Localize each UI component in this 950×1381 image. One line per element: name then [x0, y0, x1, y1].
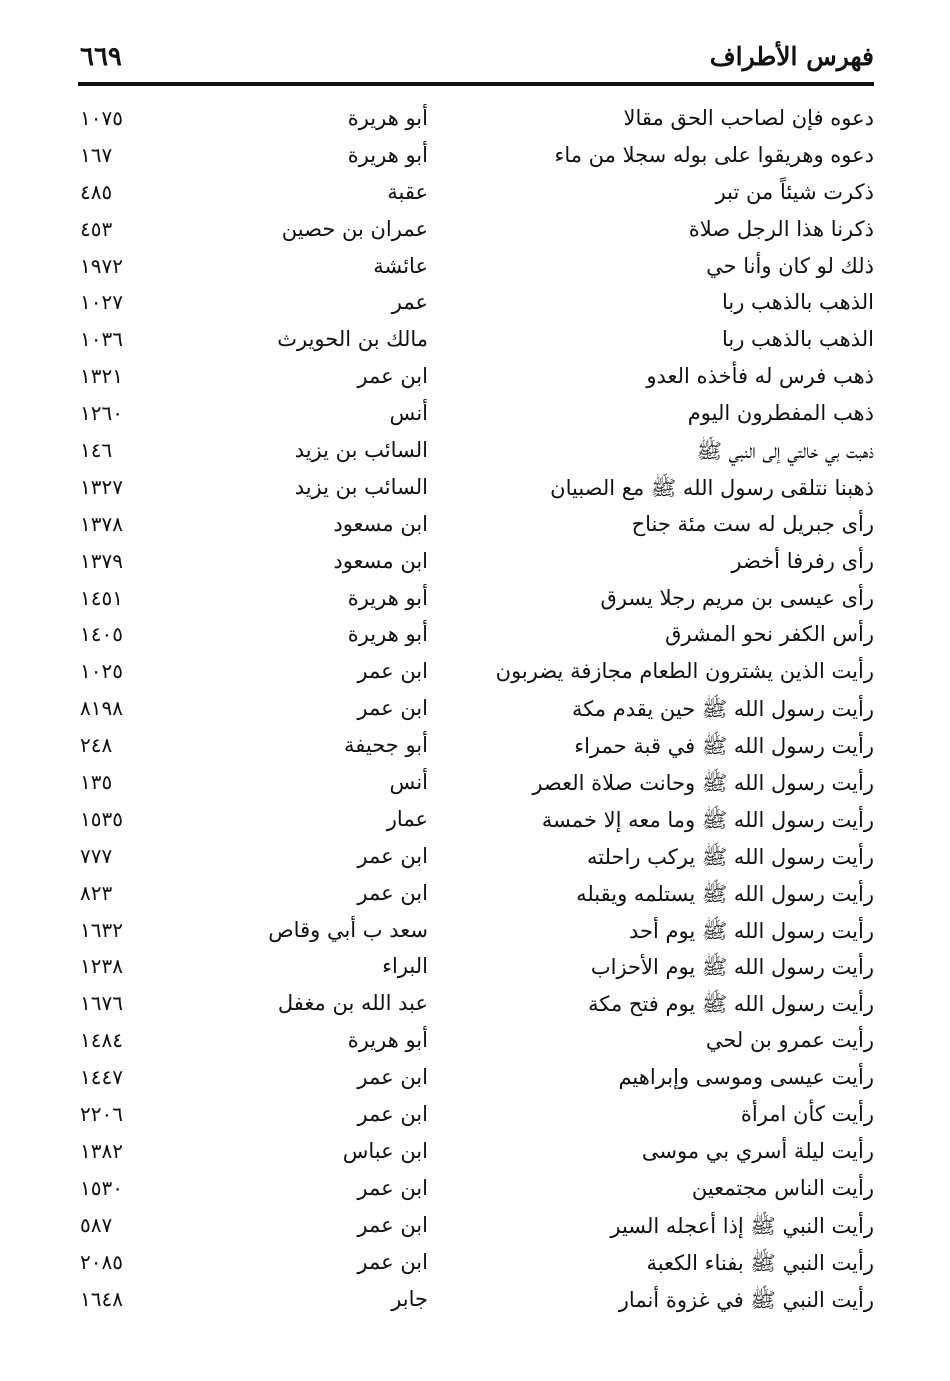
entry-row — [78, 582, 874, 619]
entry-row — [78, 176, 874, 213]
hadith-number: ٧٧٧ — [80, 843, 113, 868]
hadith-number: ١٠٢٥ — [80, 659, 123, 684]
entry-row — [78, 914, 874, 951]
entry-row — [78, 877, 874, 914]
hadith-text: رأيت النبي ﷺ في غزوة أنمار — [618, 1287, 874, 1312]
hadith-number: ١٠٢٧ — [80, 290, 123, 315]
hadith-text: رأيت النبي ﷺ بفناء الكعبة — [646, 1250, 874, 1275]
entry-row — [78, 1061, 874, 1098]
hadith-text: ذهب المفطرون اليوم — [687, 401, 874, 426]
hadith-number: ١٠٣٦ — [80, 327, 123, 352]
narrator: عائشة — [373, 253, 428, 278]
hadith-text: رأيت رسول الله ﷺ وحانت صلاة العصر — [532, 771, 874, 796]
hadith-text: ذلك لو كان وأنا حي — [706, 253, 874, 278]
narrator: البراء — [382, 954, 428, 979]
narrator: ابن عمر — [357, 364, 428, 389]
hadith-text: رأيت كأن امرأة — [740, 1102, 874, 1127]
hadith-number: ١٢٣٨ — [80, 954, 123, 979]
narrator: ابن عمر — [357, 843, 428, 868]
entry-row — [78, 729, 874, 766]
hadith-text: رأيت النبي ﷺ إذا أعجله السير — [610, 1213, 874, 1238]
hadith-number: ١٤٨٤ — [80, 1028, 123, 1053]
entry-row — [78, 545, 874, 582]
narrator: سعد ب أبي وقاص — [268, 917, 428, 942]
hadith-text: رأيت رسول الله ﷺ يوم الأحزاب — [590, 955, 874, 980]
page-number: ٦٦٩ — [80, 42, 122, 72]
hadith-number: ١٦٣٢ — [80, 917, 123, 942]
page-header — [78, 40, 874, 84]
hadith-text: رأيت رسول الله ﷺ في قبة حمراء — [574, 734, 874, 759]
narrator: ابن عمر — [357, 1175, 428, 1200]
hadith-number: ٢٢٠٦ — [80, 1102, 123, 1127]
hadith-number: ١٦٧٦ — [80, 991, 123, 1016]
entry-row — [78, 655, 874, 692]
entry-row — [78, 1024, 874, 1061]
entry-row — [78, 323, 874, 360]
hadith-text: ذهبنا نتلقى رسول الله ﷺ مع الصبيان — [550, 475, 874, 500]
hadith-number: ١٤٠٥ — [80, 622, 123, 647]
hadith-text: رأيت الناس مجتمعين — [691, 1175, 874, 1200]
hadith-text: رأيت رسول الله ﷺ يوم فتح مكة — [588, 992, 874, 1017]
narrator: ابن عمر — [357, 880, 428, 905]
entry-row — [78, 213, 874, 250]
index-entries — [78, 102, 874, 1319]
hadith-number: ١٦٤٨ — [80, 1286, 123, 1311]
entry-row — [78, 1246, 874, 1283]
entry-row — [78, 397, 874, 434]
narrator: ابن مسعود — [333, 548, 428, 573]
narrator: ابن عمر — [357, 1102, 428, 1127]
entry-row — [78, 434, 874, 471]
entry-row — [78, 1283, 874, 1320]
hadith-text: ذكرت شيئاً من تبر — [715, 179, 874, 204]
entry-row — [78, 840, 874, 877]
hadith-number: ١٤٤٧ — [80, 1065, 123, 1090]
hadith-text: رأيت رسول الله ﷺ يركب راحلته — [586, 844, 874, 869]
hadith-number: ٨٢٣ — [80, 880, 113, 905]
hadith-text: دعوه وهريقوا على بوله سجلا من ماء — [554, 142, 874, 167]
narrator: مالك بن الحويرث — [277, 327, 428, 352]
narrator: أبو هريرة — [347, 622, 428, 647]
hadith-number: ١٣٢٧ — [80, 474, 123, 499]
hadith-text: رأيت رسول الله ﷺ حين يقدم مكة — [571, 697, 874, 722]
hadith-number: ١٥٣٥ — [80, 806, 123, 831]
narrator: السائب بن يزيد — [294, 474, 428, 499]
hadith-number: ١٠٧٥ — [80, 106, 123, 130]
narrator: أبو جحيفة — [344, 733, 428, 758]
hadith-number: ٤٨٥ — [80, 179, 113, 204]
narrator: ابن عمر — [357, 1212, 428, 1237]
hadith-number: ٢٠٨٥ — [80, 1249, 123, 1274]
hadith-text: رأيت رسول الله ﷺ يستلمه ويقبله — [576, 881, 874, 906]
hadith-text: رأيت الذين يشترون الطعام مجازفة يضربون — [495, 659, 874, 684]
narrator: ابن عمر — [357, 696, 428, 721]
narrator: ابن عباس — [342, 1138, 428, 1163]
narrator: عمار — [386, 806, 428, 831]
hadith-number: ١٤٦ — [80, 438, 113, 463]
hadith-number: ٥٨٧ — [80, 1212, 113, 1237]
narrator: أبو هريرة — [347, 585, 428, 610]
entry-row — [78, 803, 874, 840]
hadith-number: ١٥٣٠ — [80, 1175, 123, 1200]
entry-row — [78, 1209, 874, 1246]
narrator: ابن عمر — [357, 1249, 428, 1274]
hadith-text: رأى رفرفا أخضر — [731, 548, 874, 573]
narrator: أبو هريرة — [347, 142, 428, 167]
entry-row — [78, 1172, 874, 1209]
entry-row — [78, 360, 874, 397]
hadith-text: رأى جبريل له ست مئة جناح — [631, 511, 874, 536]
hadith-number: ١٣٥ — [80, 770, 113, 795]
entry-row — [78, 250, 874, 287]
hadith-text: ذهبت بي خالتي إلى النبي ﷺ — [696, 439, 874, 464]
hadith-number: ٤٥٣ — [80, 216, 113, 241]
narrator: ابن عمر — [357, 1065, 428, 1090]
hadith-number: ٢٤٨ — [80, 733, 113, 758]
hadith-number: ١٣٧٩ — [80, 548, 123, 573]
narrator: عبد الله بن مغفل — [277, 991, 428, 1016]
narrator: ابن مسعود — [333, 511, 428, 536]
narrator: أبو هريرة — [347, 1028, 428, 1053]
narrator: أنس — [389, 401, 428, 426]
entry-row — [78, 1098, 874, 1135]
hadith-number: ١٣٧٨ — [80, 511, 123, 536]
hadith-number: ٨١٩٨ — [80, 696, 123, 721]
narrator: أبو هريرة — [347, 106, 428, 130]
hadith-text: الذهب بالذهب ربا — [721, 327, 874, 352]
entry-row — [78, 766, 874, 803]
hadith-text: دعوه فإن لصاحب الحق مقالا — [623, 106, 874, 130]
hadith-text: رأس الكفر نحو المشرق — [665, 622, 874, 647]
hadith-text: رأيت عمرو بن لحي — [705, 1028, 874, 1053]
page-title: فهرس الأطراف — [709, 42, 874, 71]
header-rule — [78, 82, 874, 86]
hadith-text: رأيت رسول الله ﷺ وما معه إلا خمسة — [541, 807, 874, 832]
hadith-text: ذهب فرس له فأخذه العدو — [646, 364, 874, 389]
entry-row — [78, 950, 874, 987]
hadith-text: رأيت عيسى وموسى وإبراهيم — [618, 1065, 874, 1090]
narrator: عمر — [391, 290, 428, 315]
hadith-number: ١٢٦٠ — [80, 401, 123, 426]
entry-row — [78, 692, 874, 729]
entry-row — [78, 286, 874, 323]
narrator: عمران بن حصين — [281, 216, 428, 241]
entry-row — [78, 139, 874, 176]
hadith-text: ذكرنا هذا الرجل صلاة — [688, 216, 874, 241]
hadith-text: رأيت رسول الله ﷺ يوم أحد — [628, 918, 874, 943]
narrator: عقبة — [387, 179, 428, 204]
entry-row — [78, 471, 874, 508]
hadith-number: ١٩٧٢ — [80, 253, 123, 278]
entry-row — [78, 618, 874, 655]
entry-row — [78, 508, 874, 545]
hadith-number: ١٦٧ — [80, 142, 113, 167]
narrator: جابر — [391, 1286, 428, 1311]
hadith-text: رأى عيسى بن مريم رجلا يسرق — [600, 585, 874, 610]
hadith-number: ١٣٢١ — [80, 364, 123, 389]
narrator: أنس — [389, 770, 428, 795]
narrator: السائب بن يزيد — [294, 438, 428, 463]
entry-row — [78, 987, 874, 1024]
hadith-text: رأيت ليلة أسري بي موسى — [641, 1138, 874, 1163]
entry-row — [78, 1135, 874, 1172]
narrator: ابن عمر — [357, 659, 428, 684]
hadith-number: ١٤٥١ — [80, 585, 123, 610]
hadith-number: ١٣٨٢ — [80, 1138, 123, 1163]
hadith-text: الذهب بالذهب ربا — [721, 290, 874, 315]
entry-row — [78, 102, 874, 139]
